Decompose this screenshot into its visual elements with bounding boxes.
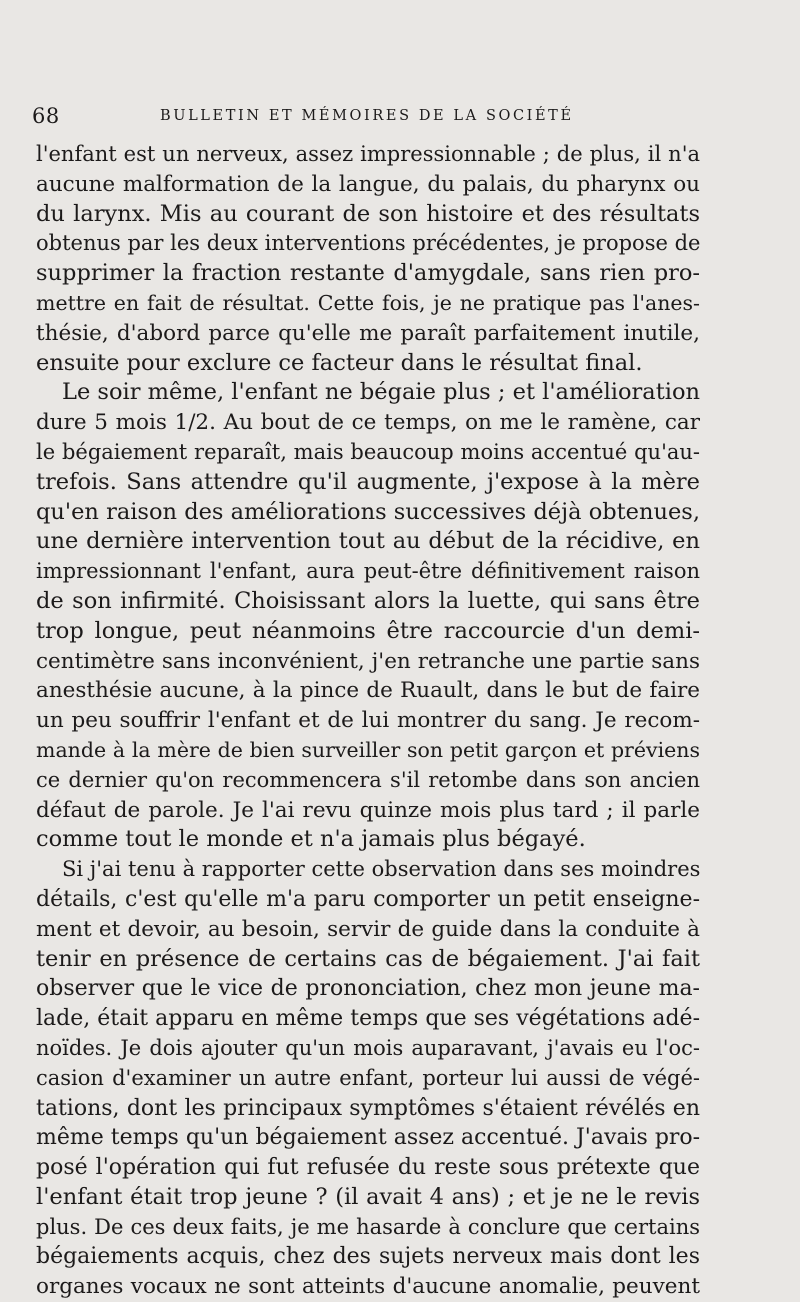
text-line: mettre en fait de résultat. Cette fois, je ne pratique pas l'anes- — [36, 290, 700, 315]
text-line: l'enfant était trop jeune ? (il avait 4 ans) ; et je ne le revis — [36, 1183, 700, 1210]
text-line: une dernière intervention tout au début de la récidive, en — [36, 528, 700, 555]
text-line: anesthésie aucune, à la pince de Ruault, dans le but de faire — [36, 678, 700, 704]
text-line: obtenus par les deux interventions précédentes, je propose de — [36, 231, 700, 256]
text-line: un peu souffrir l'enfant et de lui montrer du sang. Je recom- — [36, 708, 700, 734]
text-line: ensuite pour exclure ce facteur dans le résultat final. — [36, 349, 643, 376]
text-line: du larynx. Mis au courant de son histoire et des résultats — [36, 200, 700, 227]
text-line: même temps qu'un bégaiement assez accentué. J'avais pro- — [36, 1125, 700, 1151]
text-line: noïdes. Je dois ajouter qu'un mois auparavant, j'avais eu l'oc- — [36, 1035, 700, 1060]
text-line: détails, c'est qu'elle m'a paru comporter un petit enseigne- — [36, 886, 700, 912]
text-line: lade, était apparu en même temps que ses végétations adé- — [36, 1006, 700, 1032]
text-line: tenir en présence de certains cas de bégaiement. J'ai fait — [36, 945, 700, 972]
text-line: l'enfant est un nerveux, assez impressionnable ; de plus, il n'a — [36, 142, 700, 166]
page-header — [32, 100, 712, 130]
text-line: casion d'examiner un autre enfant, porteur lui aussi de végé- — [36, 1065, 700, 1090]
text-line: défaut de parole. Je l'ai revu quinze mois plus tard ; il parle — [36, 797, 700, 823]
text-line: bégaiements acquis, chez des sujets nerveux mais dont les — [36, 1244, 700, 1270]
text-line: mande à la mère de bien surveiller son petit garçon et préviens — [36, 737, 700, 762]
text-line: dure 5 mois 1/2. Au bout de ce temps, on me le ramène, car — [36, 410, 700, 436]
text-line: centimètre sans inconvénient, j'en retranche une partie sans — [36, 648, 700, 674]
text-line: Le soir même, l'enfant ne bégaie plus ; et l'amélioration — [62, 379, 700, 406]
page-number: 68 — [32, 104, 60, 128]
text-line: ment et devoir, au besoin, servir de guide dans la conduite à — [36, 916, 700, 942]
text-line: aucune malformation de la langue, du palais, du pharynx ou — [36, 171, 700, 197]
body-text — [36, 140, 700, 1302]
text-line: organes vocaux ne sont atteints d'aucune anomalie, peuvent — [36, 1274, 700, 1300]
text-line: comme tout le monde et n'a jamais plus bégayé. — [36, 826, 586, 853]
text-line: tations, dont les principaux symptômes s'étaient révélés en — [36, 1095, 700, 1121]
text-line: impressionnant l'enfant, aura peut-être définitivement raison — [36, 559, 700, 584]
text-line: trefois. Sans attendre qu'il augmente, j'expose à la mère — [36, 468, 700, 495]
running-title: BULLETIN ET MÉMOIRES DE LA SOCIÉTÉ — [160, 108, 574, 124]
text-line: Si j'ai tenu à rapporter cette observation dans ses moindres — [62, 857, 700, 882]
text-line: supprimer la fraction restante d'amygdale, sans rien pro- — [36, 260, 700, 287]
text-line: trop longue, peut néanmoins être raccourcie d'un demi- — [36, 617, 700, 644]
text-line: observer que le vice de prononciation, chez mon jeune ma- — [36, 976, 700, 1002]
text-line: plus. De ces deux faits, je me hasarde à conclure que certains — [36, 1214, 700, 1239]
text-line: qu'en raison des améliorations successives déjà obtenues, — [36, 498, 700, 525]
text-line: posé l'opération qui fut refusée du reste sous prétexte que — [36, 1155, 700, 1181]
text-line: de son infirmité. Choisissant alors la luette, qui sans être — [36, 587, 700, 614]
text-line: ce dernier qu'on recommencera s'il retombe dans son ancien — [36, 767, 700, 792]
text-line: thésie, d'abord parce qu'elle me paraît parfaitement inutile, — [36, 320, 700, 346]
text-line: le bégaiement reparaît, mais beaucoup moins accentué qu'au- — [36, 439, 700, 464]
